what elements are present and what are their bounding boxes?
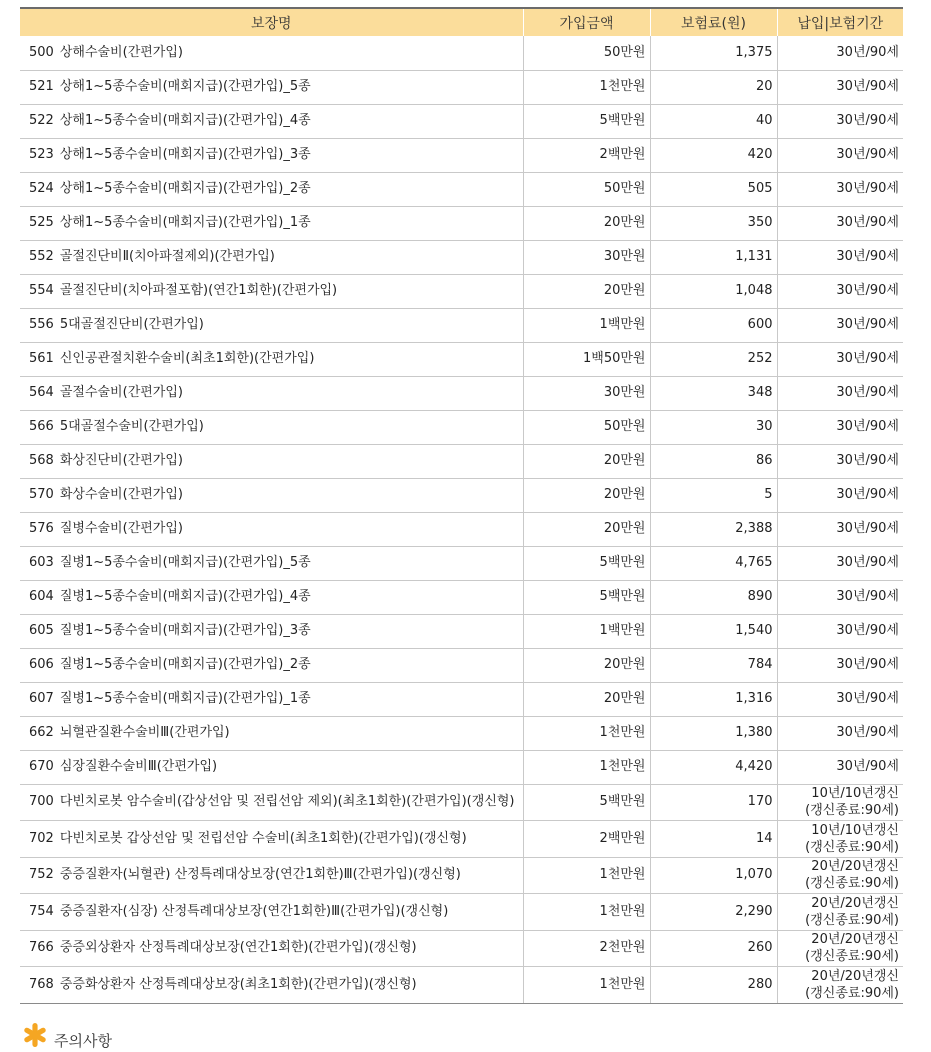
table-row — [20, 70, 903, 104]
coverage-name-cell — [20, 70, 523, 104]
coverage-name-cell — [20, 308, 523, 342]
premium-cell: 1,540 — [650, 614, 777, 648]
period-cell: 30년/90세 — [777, 682, 903, 716]
premium-cell: 2,388 — [650, 512, 777, 546]
table-row — [20, 614, 903, 648]
coverage-name-cell — [20, 104, 523, 138]
coverage-name: 상해수술비(간편가입) — [59, 44, 183, 60]
coverage-code: 603 — [29, 555, 54, 570]
coverage-name: 상해1~5종수술비(매회지급)(간편가입)_1종 — [59, 215, 311, 230]
premium-cell: 600 — [650, 308, 777, 342]
table-row — [20, 648, 903, 682]
period-cell: 30년/90세 — [777, 36, 903, 70]
coverage-name: 중증질환자(심장) 산정특례대상보장(연간1회한)Ⅲ(간편가입)(갱신형) — [59, 903, 449, 919]
period-cell: 30년/90세 — [777, 240, 903, 274]
amount-cell: 50만원 — [523, 172, 650, 206]
coverage-code: 566 — [29, 419, 54, 434]
period-term: 10년/10년갱신 — [811, 786, 899, 802]
period-cell: 30년/90세 — [777, 206, 903, 240]
coverage-name-cell — [20, 138, 523, 172]
coverage-name-cell — [20, 478, 523, 512]
table-row — [20, 342, 903, 376]
table-row — [20, 512, 903, 546]
table-row — [20, 410, 903, 444]
premium-cell: 505 — [650, 172, 777, 206]
period-cell: 30년/90세 — [777, 70, 903, 104]
coverage-table-container — [20, 7, 903, 1004]
coverage-name: 다빈치로봇 암수술비(갑상선암 및 전립선암 제외)(최초1회한)(간편가입)(갱신형) — [59, 794, 515, 810]
amount-cell: 1천만원 — [523, 716, 650, 750]
coverage-name-cell — [20, 546, 523, 580]
coverage-name-cell — [20, 716, 523, 750]
coverage-code: 500 — [29, 44, 54, 60]
coverage-name-cell — [20, 240, 523, 274]
coverage-code: 605 — [29, 623, 54, 638]
amount-cell: 1천만원 — [523, 70, 650, 104]
period-cell: 30년/90세 — [777, 376, 903, 410]
premium-cell: 420 — [650, 138, 777, 172]
premium-cell: 1,131 — [650, 240, 777, 274]
coverage-name: 질병1~5종수술비(매회지급)(간편가입)_5종 — [59, 555, 311, 570]
coverage-name-cell — [20, 750, 523, 784]
header-premium: 보험료(원) — [650, 8, 777, 36]
period-cell: 30년/90세 — [777, 104, 903, 138]
coverage-code: 766 — [29, 940, 54, 956]
premium-cell: 280 — [650, 967, 777, 1004]
coverage-name-cell — [20, 410, 523, 444]
coverage-code: 568 — [29, 453, 54, 468]
header-coverage-name: 보장명 — [20, 8, 523, 36]
coverage-code: 521 — [29, 79, 54, 94]
header-period: 납입|보험기간 — [777, 8, 903, 36]
period-renewal-end: (갱신종료:90세) — [805, 949, 899, 965]
amount-cell: 20만원 — [523, 444, 650, 478]
premium-cell: 4,420 — [650, 750, 777, 784]
premium-cell: 86 — [650, 444, 777, 478]
period-renewal-end: (갱신종료:90세) — [805, 803, 899, 819]
premium-cell: 350 — [650, 206, 777, 240]
coverage-name-cell — [20, 512, 523, 546]
table-row — [20, 716, 903, 750]
amount-cell: 20만원 — [523, 648, 650, 682]
coverage-name-cell — [20, 342, 523, 376]
period-term: 10년/10년갱신 — [811, 822, 899, 838]
coverage-code: 522 — [29, 113, 54, 128]
coverage-name: 골절진단비Ⅱ(치아파절제외)(간편가입) — [59, 249, 275, 264]
period-cell: 30년/90세 — [777, 512, 903, 546]
coverage-code: 607 — [29, 691, 54, 706]
coverage-name-cell — [20, 206, 523, 240]
coverage-code: 524 — [29, 181, 54, 196]
amount-cell: 1천만원 — [523, 967, 650, 1004]
coverage-code: 752 — [29, 867, 54, 883]
coverage-code: 768 — [29, 976, 54, 992]
premium-cell: 20 — [650, 70, 777, 104]
table-header — [20, 8, 903, 36]
coverage-name: 상해1~5종수술비(매회지급)(간편가입)_5종 — [59, 79, 311, 94]
period-cell: 30년/90세 — [777, 444, 903, 478]
coverage-code: 570 — [29, 487, 54, 502]
coverage-name: 뇌혈관질환수술비Ⅲ(간편가입) — [59, 725, 230, 740]
coverage-name-cell — [20, 648, 523, 682]
coverage-code: 576 — [29, 521, 54, 536]
table-body — [20, 36, 903, 1003]
coverage-code: 702 — [29, 830, 54, 846]
coverage-name-cell — [20, 172, 523, 206]
period-cell: 30년/90세 — [777, 342, 903, 376]
table-row — [20, 821, 903, 858]
period-cell: 30년/90세 — [777, 648, 903, 682]
premium-cell: 1,380 — [650, 716, 777, 750]
period-cell: 30년/90세 — [777, 410, 903, 444]
coverage-code: 556 — [29, 317, 54, 332]
amount-cell: 20만원 — [523, 682, 650, 716]
coverage-name-cell — [20, 376, 523, 410]
premium-cell: 252 — [650, 342, 777, 376]
table-row — [20, 104, 903, 138]
coverage-name-cell — [20, 967, 523, 1004]
coverage-name-cell — [20, 580, 523, 614]
period-term: 20년/20년갱신 — [811, 932, 899, 948]
amount-cell: 2백만원 — [523, 138, 650, 172]
amount-cell: 20만원 — [523, 512, 650, 546]
coverage-code: 604 — [29, 589, 54, 604]
coverage-name-cell — [20, 614, 523, 648]
amount-cell: 5백만원 — [523, 546, 650, 580]
star-icon — [22, 1022, 48, 1048]
coverage-code: 554 — [29, 283, 54, 298]
coverage-code: 561 — [29, 351, 54, 366]
amount-cell: 20만원 — [523, 478, 650, 512]
premium-cell: 14 — [650, 821, 777, 858]
amount-cell: 20만원 — [523, 274, 650, 308]
period-cell — [777, 967, 903, 1004]
amount-cell: 1천만원 — [523, 750, 650, 784]
period-renewal-end: (갱신종료:90세) — [805, 876, 899, 892]
table-row — [20, 750, 903, 784]
premium-cell: 2,290 — [650, 894, 777, 931]
premium-cell: 348 — [650, 376, 777, 410]
table-row — [20, 546, 903, 580]
coverage-code: 754 — [29, 903, 54, 919]
coverage-table — [20, 7, 903, 1004]
amount-cell: 50만원 — [523, 36, 650, 70]
period-cell — [777, 784, 903, 821]
amount-cell: 2천만원 — [523, 930, 650, 967]
coverage-name-cell — [20, 930, 523, 967]
coverage-name-cell — [20, 444, 523, 478]
coverage-name: 질병1~5종수술비(매회지급)(간편가입)_3종 — [59, 623, 311, 638]
premium-cell: 890 — [650, 580, 777, 614]
period-cell: 30년/90세 — [777, 138, 903, 172]
table-row — [20, 784, 903, 821]
coverage-name: 화상수술비(간편가입) — [59, 487, 183, 502]
table-row — [20, 138, 903, 172]
amount-cell: 1천만원 — [523, 894, 650, 931]
coverage-name: 골절진단비(치아파절포함)(연간1회한)(간편가입) — [59, 283, 338, 298]
amount-cell: 1천만원 — [523, 857, 650, 894]
coverage-code: 700 — [29, 794, 54, 810]
period-renewal-end: (갱신종료:90세) — [805, 912, 899, 928]
premium-cell: 260 — [650, 930, 777, 967]
coverage-name: 골절수술비(간편가입) — [59, 385, 183, 400]
coverage-code: 670 — [29, 759, 54, 774]
coverage-name: 5대골절진단비(간편가입) — [59, 317, 204, 332]
period-term: 20년/20년갱신 — [811, 968, 899, 984]
table-row — [20, 967, 903, 1004]
coverage-name: 다빈치로봇 갑상선암 및 전립선암 수술비(최초1회한)(간편가입)(갱신형) — [59, 830, 467, 846]
coverage-name: 질병1~5종수술비(매회지급)(간편가입)_1종 — [59, 691, 311, 706]
table-row — [20, 444, 903, 478]
table-row — [20, 682, 903, 716]
coverage-name: 질병1~5종수술비(매회지급)(간편가입)_2종 — [59, 657, 311, 672]
coverage-name: 질병수술비(간편가입) — [59, 521, 183, 536]
coverage-code: 606 — [29, 657, 54, 672]
amount-cell: 20만원 — [523, 206, 650, 240]
amount-cell: 30만원 — [523, 240, 650, 274]
premium-cell: 784 — [650, 648, 777, 682]
coverage-name: 신인공관절치환수술비(최초1회한)(간편가입) — [59, 351, 315, 366]
coverage-name: 심장질환수술비Ⅲ(간편가입) — [59, 759, 218, 774]
period-cell: 30년/90세 — [777, 274, 903, 308]
period-cell: 30년/90세 — [777, 614, 903, 648]
coverage-name-cell — [20, 36, 523, 70]
coverage-name-cell — [20, 821, 523, 858]
premium-cell: 5 — [650, 478, 777, 512]
coverage-name: 중증질환자(뇌혈관) 산정특례대상보장(연간1회한)Ⅲ(간편가입)(갱신형) — [59, 867, 461, 883]
coverage-code: 523 — [29, 147, 54, 162]
period-cell: 30년/90세 — [777, 172, 903, 206]
amount-cell: 30만원 — [523, 376, 650, 410]
amount-cell: 5백만원 — [523, 784, 650, 821]
table-row — [20, 478, 903, 512]
period-cell — [777, 930, 903, 967]
period-cell: 30년/90세 — [777, 478, 903, 512]
coverage-name: 상해1~5종수술비(매회지급)(간편가입)_2종 — [59, 181, 311, 196]
coverage-name: 질병1~5종수술비(매회지급)(간편가입)_4종 — [59, 589, 311, 604]
coverage-code: 662 — [29, 725, 54, 740]
coverage-code: 564 — [29, 385, 54, 400]
amount-cell: 5백만원 — [523, 580, 650, 614]
coverage-name: 중증화상환자 산정특례대상보장(최초1회한)(간편가입)(갱신형) — [59, 976, 417, 992]
premium-cell: 30 — [650, 410, 777, 444]
coverage-name-cell — [20, 784, 523, 821]
coverage-name: 중증외상환자 산정특례대상보장(연간1회한)(간편가입)(갱신형) — [59, 940, 417, 956]
coverage-name: 상해1~5종수술비(매회지급)(간편가입)_4종 — [59, 113, 311, 128]
period-cell: 30년/90세 — [777, 580, 903, 614]
period-renewal-end: (갱신종료:90세) — [805, 985, 899, 1001]
amount-cell: 1백만원 — [523, 308, 650, 342]
period-cell: 30년/90세 — [777, 716, 903, 750]
coverage-name-cell — [20, 274, 523, 308]
period-cell: 30년/90세 — [777, 750, 903, 784]
coverage-name: 5대골절수술비(간편가입) — [59, 419, 204, 434]
premium-cell: 1,316 — [650, 682, 777, 716]
premium-cell: 1,375 — [650, 36, 777, 70]
table-row — [20, 206, 903, 240]
header-row — [20, 8, 903, 36]
table-row — [20, 376, 903, 410]
premium-cell: 170 — [650, 784, 777, 821]
amount-cell: 5백만원 — [523, 104, 650, 138]
period-term: 20년/20년갱신 — [811, 859, 899, 875]
premium-cell: 40 — [650, 104, 777, 138]
table-row — [20, 36, 903, 70]
table-row — [20, 580, 903, 614]
coverage-code: 525 — [29, 215, 54, 230]
period-cell — [777, 857, 903, 894]
coverage-name: 화상진단비(간편가입) — [59, 453, 183, 468]
table-row — [20, 240, 903, 274]
amount-cell: 50만원 — [523, 410, 650, 444]
period-term: 20년/20년갱신 — [811, 895, 899, 911]
table-row — [20, 172, 903, 206]
table-row — [20, 930, 903, 967]
premium-cell: 1,048 — [650, 274, 777, 308]
header-amount: 가입금액 — [523, 8, 650, 36]
period-cell: 30년/90세 — [777, 308, 903, 342]
coverage-name: 상해1~5종수술비(매회지급)(간편가입)_3종 — [59, 147, 311, 162]
amount-cell: 2백만원 — [523, 821, 650, 858]
premium-cell: 1,070 — [650, 857, 777, 894]
table-row — [20, 274, 903, 308]
period-cell — [777, 894, 903, 931]
table-row — [20, 857, 903, 894]
amount-cell: 1백50만원 — [523, 342, 650, 376]
period-cell — [777, 821, 903, 858]
period-renewal-end: (갱신종료:90세) — [805, 839, 899, 855]
premium-cell: 4,765 — [650, 546, 777, 580]
coverage-name-cell — [20, 682, 523, 716]
coverage-name-cell — [20, 894, 523, 931]
notice-heading — [22, 1022, 112, 1050]
table-row — [20, 894, 903, 931]
amount-cell: 1백만원 — [523, 614, 650, 648]
notice-label: 주의사항 — [54, 1032, 112, 1050]
coverage-name-cell — [20, 857, 523, 894]
coverage-code: 552 — [29, 249, 54, 264]
period-cell: 30년/90세 — [777, 546, 903, 580]
table-row — [20, 308, 903, 342]
